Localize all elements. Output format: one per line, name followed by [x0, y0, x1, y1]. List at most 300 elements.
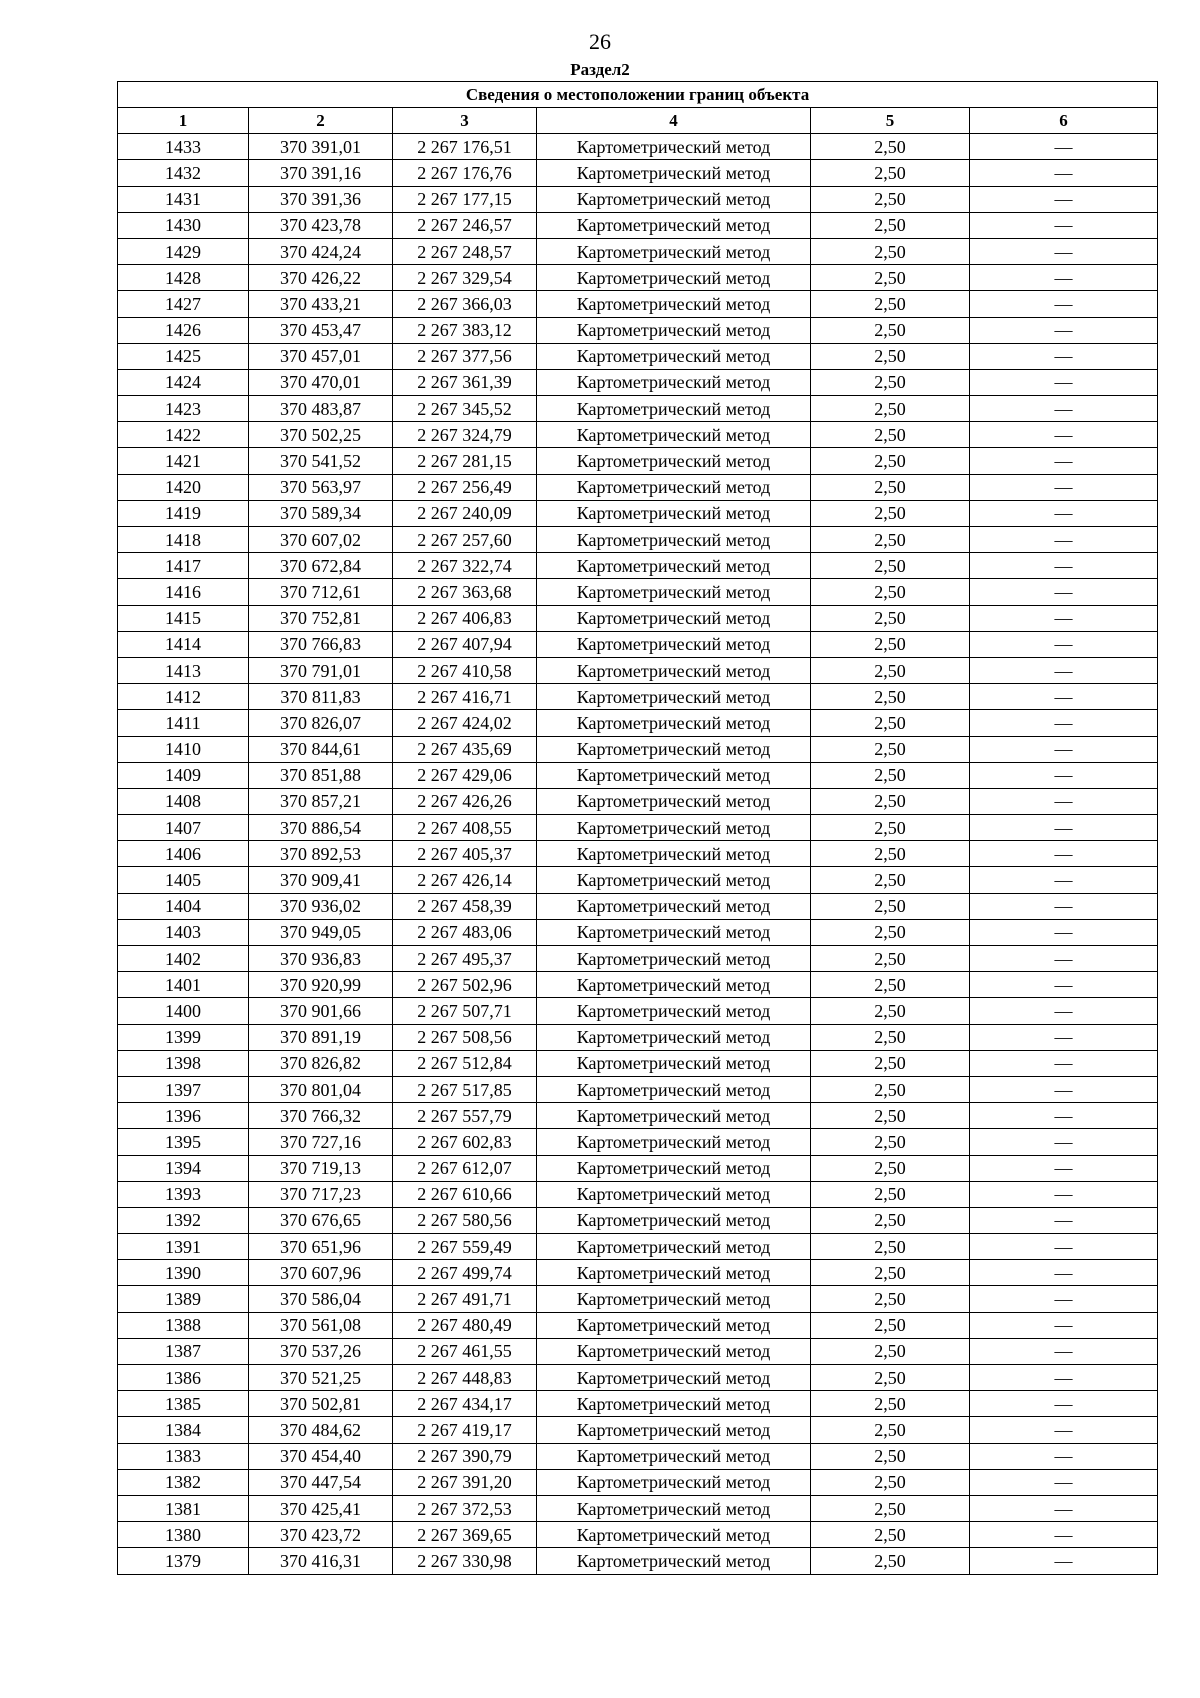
- table-row: [118, 134, 1158, 160]
- point-number-cell: 1403: [118, 919, 249, 945]
- y-coordinate-cell: 2 267 377,56: [393, 343, 537, 369]
- x-coordinate-cell: 370 712,61: [249, 579, 393, 605]
- x-coordinate-cell: 370 470,01: [249, 369, 393, 395]
- method-cell: Картометрический метод: [537, 893, 811, 919]
- y-coordinate-cell: 2 267 363,68: [393, 579, 537, 605]
- method-cell: Картометрический метод: [537, 1260, 811, 1286]
- method-cell: Картометрический метод: [537, 972, 811, 998]
- table-row: [118, 1129, 1158, 1155]
- description-cell: —: [970, 1365, 1158, 1391]
- table-row: [118, 396, 1158, 422]
- point-number-cell: 1387: [118, 1338, 249, 1364]
- description-cell: —: [970, 998, 1158, 1024]
- table-row: [118, 579, 1158, 605]
- point-number-cell: 1405: [118, 867, 249, 893]
- point-number-cell: 1380: [118, 1522, 249, 1548]
- description-cell: —: [970, 160, 1158, 186]
- method-cell: Картометрический метод: [537, 1076, 811, 1102]
- x-coordinate-cell: 370 766,32: [249, 1103, 393, 1129]
- description-cell: —: [970, 867, 1158, 893]
- y-coordinate-cell: 2 267 330,98: [393, 1548, 537, 1574]
- x-coordinate-cell: 370 844,61: [249, 736, 393, 762]
- x-coordinate-cell: 370 717,23: [249, 1181, 393, 1207]
- table-row: [118, 1443, 1158, 1469]
- accuracy-cell: 2,50: [811, 369, 970, 395]
- description-cell: —: [970, 343, 1158, 369]
- method-cell: Картометрический метод: [537, 1207, 811, 1233]
- table-row: [118, 919, 1158, 945]
- accuracy-cell: 2,50: [811, 893, 970, 919]
- y-coordinate-cell: 2 267 407,94: [393, 631, 537, 657]
- point-number-cell: 1398: [118, 1050, 249, 1076]
- point-number-cell: 1431: [118, 186, 249, 212]
- y-coordinate-cell: 2 267 559,49: [393, 1234, 537, 1260]
- method-cell: Картометрический метод: [537, 1365, 811, 1391]
- table-row: [118, 1076, 1158, 1102]
- point-number-cell: 1420: [118, 474, 249, 500]
- method-cell: Картометрический метод: [537, 160, 811, 186]
- method-cell: Картометрический метод: [537, 212, 811, 238]
- description-cell: —: [970, 238, 1158, 264]
- description-cell: —: [970, 815, 1158, 841]
- accuracy-cell: 2,50: [811, 1391, 970, 1417]
- y-coordinate-cell: 2 267 448,83: [393, 1365, 537, 1391]
- x-coordinate-cell: 370 424,24: [249, 238, 393, 264]
- description-cell: —: [970, 1076, 1158, 1102]
- method-cell: Картометрический метод: [537, 1234, 811, 1260]
- description-cell: —: [970, 1417, 1158, 1443]
- description-cell: —: [970, 1024, 1158, 1050]
- description-cell: —: [970, 474, 1158, 500]
- x-coordinate-cell: 370 920,99: [249, 972, 393, 998]
- x-coordinate-cell: 370 857,21: [249, 788, 393, 814]
- accuracy-cell: 2,50: [811, 1443, 970, 1469]
- description-cell: —: [970, 212, 1158, 238]
- method-cell: Картометрический метод: [537, 710, 811, 736]
- y-coordinate-cell: 2 267 345,52: [393, 396, 537, 422]
- method-cell: Картометрический метод: [537, 998, 811, 1024]
- y-coordinate-cell: 2 267 176,51: [393, 134, 537, 160]
- method-cell: Картометрический метод: [537, 1338, 811, 1364]
- method-cell: Картометрический метод: [537, 579, 811, 605]
- point-number-cell: 1412: [118, 684, 249, 710]
- accuracy-cell: 2,50: [811, 1207, 970, 1233]
- x-coordinate-cell: 370 425,41: [249, 1495, 393, 1521]
- table-row: [118, 1024, 1158, 1050]
- point-number-cell: 1427: [118, 291, 249, 317]
- x-coordinate-cell: 370 453,47: [249, 317, 393, 343]
- y-coordinate-cell: 2 267 580,56: [393, 1207, 537, 1233]
- table-body: [118, 134, 1158, 1574]
- y-coordinate-cell: 2 267 361,39: [393, 369, 537, 395]
- y-coordinate-cell: 2 267 390,79: [393, 1443, 537, 1469]
- x-coordinate-cell: 370 537,26: [249, 1338, 393, 1364]
- y-coordinate-cell: 2 267 461,55: [393, 1338, 537, 1364]
- description-cell: —: [970, 579, 1158, 605]
- accuracy-cell: 2,50: [811, 422, 970, 448]
- method-cell: Картометрический метод: [537, 134, 811, 160]
- accuracy-cell: 2,50: [811, 1286, 970, 1312]
- point-number-cell: 1404: [118, 893, 249, 919]
- y-coordinate-cell: 2 267 610,66: [393, 1181, 537, 1207]
- x-coordinate-cell: 370 586,04: [249, 1286, 393, 1312]
- point-number-cell: 1417: [118, 553, 249, 579]
- y-coordinate-cell: 2 267 329,54: [393, 265, 537, 291]
- y-coordinate-cell: 2 267 256,49: [393, 474, 537, 500]
- point-number-cell: 1389: [118, 1286, 249, 1312]
- accuracy-cell: 2,50: [811, 1495, 970, 1521]
- description-cell: —: [970, 1469, 1158, 1495]
- y-coordinate-cell: 2 267 517,85: [393, 1076, 537, 1102]
- table-row: [118, 1495, 1158, 1521]
- accuracy-cell: 2,50: [811, 265, 970, 291]
- column-number: 4: [537, 108, 811, 134]
- x-coordinate-cell: 370 766,83: [249, 631, 393, 657]
- method-cell: Картометрический метод: [537, 1050, 811, 1076]
- method-cell: Картометрический метод: [537, 788, 811, 814]
- accuracy-cell: 2,50: [811, 1469, 970, 1495]
- table-row: [118, 1338, 1158, 1364]
- y-coordinate-cell: 2 267 424,02: [393, 710, 537, 736]
- x-coordinate-cell: 370 727,16: [249, 1129, 393, 1155]
- point-number-cell: 1419: [118, 500, 249, 526]
- column-number: 2: [249, 108, 393, 134]
- table-row: [118, 1522, 1158, 1548]
- x-coordinate-cell: 370 651,96: [249, 1234, 393, 1260]
- x-coordinate-cell: 370 484,62: [249, 1417, 393, 1443]
- description-cell: —: [970, 1234, 1158, 1260]
- point-number-cell: 1424: [118, 369, 249, 395]
- accuracy-cell: 2,50: [811, 1129, 970, 1155]
- method-cell: Картометрический метод: [537, 422, 811, 448]
- y-coordinate-cell: 2 267 416,71: [393, 684, 537, 710]
- description-cell: —: [970, 448, 1158, 474]
- point-number-cell: 1422: [118, 422, 249, 448]
- y-coordinate-cell: 2 267 458,39: [393, 893, 537, 919]
- description-cell: —: [970, 1181, 1158, 1207]
- description-cell: —: [970, 1129, 1158, 1155]
- description-cell: —: [970, 1260, 1158, 1286]
- x-coordinate-cell: 370 936,02: [249, 893, 393, 919]
- description-cell: —: [970, 1286, 1158, 1312]
- description-cell: —: [970, 1207, 1158, 1233]
- point-number-cell: 1388: [118, 1312, 249, 1338]
- method-cell: Картометрический метод: [537, 396, 811, 422]
- x-coordinate-cell: 370 676,65: [249, 1207, 393, 1233]
- accuracy-cell: 2,50: [811, 134, 970, 160]
- accuracy-cell: 2,50: [811, 291, 970, 317]
- y-coordinate-cell: 2 267 434,17: [393, 1391, 537, 1417]
- x-coordinate-cell: 370 423,78: [249, 212, 393, 238]
- description-cell: —: [970, 186, 1158, 212]
- accuracy-cell: 2,50: [811, 1338, 970, 1364]
- accuracy-cell: 2,50: [811, 1522, 970, 1548]
- y-coordinate-cell: 2 267 406,83: [393, 605, 537, 631]
- table-row: [118, 500, 1158, 526]
- point-number-cell: 1393: [118, 1181, 249, 1207]
- x-coordinate-cell: 370 607,02: [249, 527, 393, 553]
- column-number-row: [118, 108, 1158, 134]
- point-number-cell: 1402: [118, 946, 249, 972]
- description-cell: —: [970, 841, 1158, 867]
- point-number-cell: 1394: [118, 1155, 249, 1181]
- accuracy-cell: 2,50: [811, 946, 970, 972]
- y-coordinate-cell: 2 267 369,65: [393, 1522, 537, 1548]
- description-cell: —: [970, 396, 1158, 422]
- table-row: [118, 317, 1158, 343]
- point-number-cell: 1425: [118, 343, 249, 369]
- y-coordinate-cell: 2 267 248,57: [393, 238, 537, 264]
- method-cell: Картометрический метод: [537, 815, 811, 841]
- column-number: 5: [811, 108, 970, 134]
- point-number-cell: 1428: [118, 265, 249, 291]
- y-coordinate-cell: 2 267 557,79: [393, 1103, 537, 1129]
- accuracy-cell: 2,50: [811, 972, 970, 998]
- point-number-cell: 1399: [118, 1024, 249, 1050]
- table-caption: Сведения о местоположении границ объекта: [118, 82, 1158, 108]
- y-coordinate-cell: 2 267 324,79: [393, 422, 537, 448]
- table-row: [118, 788, 1158, 814]
- x-coordinate-cell: 370 672,84: [249, 553, 393, 579]
- accuracy-cell: 2,50: [811, 1417, 970, 1443]
- method-cell: Картометрический метод: [537, 736, 811, 762]
- table-row: [118, 474, 1158, 500]
- accuracy-cell: 2,50: [811, 657, 970, 683]
- table-row: [118, 369, 1158, 395]
- x-coordinate-cell: 370 561,08: [249, 1312, 393, 1338]
- method-cell: Картометрический метод: [537, 1155, 811, 1181]
- x-coordinate-cell: 370 541,52: [249, 448, 393, 474]
- point-number-cell: 1400: [118, 998, 249, 1024]
- accuracy-cell: 2,50: [811, 1365, 970, 1391]
- point-number-cell: 1396: [118, 1103, 249, 1129]
- y-coordinate-cell: 2 267 177,15: [393, 186, 537, 212]
- table-row: [118, 815, 1158, 841]
- x-coordinate-cell: 370 391,36: [249, 186, 393, 212]
- accuracy-cell: 2,50: [811, 527, 970, 553]
- point-number-cell: 1397: [118, 1076, 249, 1102]
- method-cell: Картометрический метод: [537, 343, 811, 369]
- point-number-cell: 1433: [118, 134, 249, 160]
- table-row: [118, 893, 1158, 919]
- x-coordinate-cell: 370 901,66: [249, 998, 393, 1024]
- y-coordinate-cell: 2 267 502,96: [393, 972, 537, 998]
- point-number-cell: 1385: [118, 1391, 249, 1417]
- method-cell: Картометрический метод: [537, 867, 811, 893]
- description-cell: —: [970, 631, 1158, 657]
- section-title: Раздел2: [570, 60, 630, 79]
- point-number-cell: 1407: [118, 815, 249, 841]
- table-row: [118, 212, 1158, 238]
- x-coordinate-cell: 370 811,83: [249, 684, 393, 710]
- description-cell: —: [970, 893, 1158, 919]
- accuracy-cell: 2,50: [811, 1181, 970, 1207]
- accuracy-cell: 2,50: [811, 788, 970, 814]
- y-coordinate-cell: 2 267 491,71: [393, 1286, 537, 1312]
- point-number-cell: 1395: [118, 1129, 249, 1155]
- description-cell: —: [970, 422, 1158, 448]
- y-coordinate-cell: 2 267 408,55: [393, 815, 537, 841]
- y-coordinate-cell: 2 267 495,37: [393, 946, 537, 972]
- accuracy-cell: 2,50: [811, 396, 970, 422]
- x-coordinate-cell: 370 891,19: [249, 1024, 393, 1050]
- x-coordinate-cell: 370 607,96: [249, 1260, 393, 1286]
- point-number-cell: 1391: [118, 1234, 249, 1260]
- column-number: 1: [118, 108, 249, 134]
- description-cell: —: [970, 1312, 1158, 1338]
- accuracy-cell: 2,50: [811, 212, 970, 238]
- accuracy-cell: 2,50: [811, 343, 970, 369]
- table-row: [118, 1050, 1158, 1076]
- point-number-cell: 1379: [118, 1548, 249, 1574]
- point-number-cell: 1392: [118, 1207, 249, 1233]
- description-cell: —: [970, 1050, 1158, 1076]
- y-coordinate-cell: 2 267 426,14: [393, 867, 537, 893]
- y-coordinate-cell: 2 267 512,84: [393, 1050, 537, 1076]
- point-number-cell: 1418: [118, 527, 249, 553]
- point-number-cell: 1426: [118, 317, 249, 343]
- method-cell: Картометрический метод: [537, 500, 811, 526]
- method-cell: Картометрический метод: [537, 1103, 811, 1129]
- method-cell: Картометрический метод: [537, 631, 811, 657]
- table-row: [118, 684, 1158, 710]
- table-row: [118, 867, 1158, 893]
- method-cell: Картометрический метод: [537, 474, 811, 500]
- accuracy-cell: 2,50: [811, 238, 970, 264]
- x-coordinate-cell: 370 936,83: [249, 946, 393, 972]
- table-row: [118, 1155, 1158, 1181]
- x-coordinate-cell: 370 752,81: [249, 605, 393, 631]
- y-coordinate-cell: 2 267 322,74: [393, 553, 537, 579]
- description-cell: —: [970, 919, 1158, 945]
- description-cell: —: [970, 1155, 1158, 1181]
- table-row: [118, 736, 1158, 762]
- x-coordinate-cell: 370 447,54: [249, 1469, 393, 1495]
- boundary-coordinates-table: [117, 81, 1158, 1575]
- accuracy-cell: 2,50: [811, 736, 970, 762]
- y-coordinate-cell: 2 267 246,57: [393, 212, 537, 238]
- y-coordinate-cell: 2 267 281,15: [393, 448, 537, 474]
- accuracy-cell: 2,50: [811, 998, 970, 1024]
- page-number: 26: [589, 29, 611, 54]
- y-coordinate-cell: 2 267 176,76: [393, 160, 537, 186]
- x-coordinate-cell: 370 563,97: [249, 474, 393, 500]
- table-row: [118, 1417, 1158, 1443]
- point-number-cell: 1408: [118, 788, 249, 814]
- table-row: [118, 1365, 1158, 1391]
- point-number-cell: 1410: [118, 736, 249, 762]
- point-number-cell: 1406: [118, 841, 249, 867]
- accuracy-cell: 2,50: [811, 1312, 970, 1338]
- y-coordinate-cell: 2 267 612,07: [393, 1155, 537, 1181]
- y-coordinate-cell: 2 267 508,56: [393, 1024, 537, 1050]
- table-row: [118, 710, 1158, 736]
- description-cell: —: [970, 500, 1158, 526]
- accuracy-cell: 2,50: [811, 684, 970, 710]
- table-row: [118, 448, 1158, 474]
- x-coordinate-cell: 370 483,87: [249, 396, 393, 422]
- accuracy-cell: 2,50: [811, 186, 970, 212]
- y-coordinate-cell: 2 267 429,06: [393, 762, 537, 788]
- method-cell: Картометрический метод: [537, 553, 811, 579]
- method-cell: Картометрический метод: [537, 1495, 811, 1521]
- y-coordinate-cell: 2 267 499,74: [393, 1260, 537, 1286]
- y-coordinate-cell: 2 267 426,26: [393, 788, 537, 814]
- y-coordinate-cell: 2 267 405,37: [393, 841, 537, 867]
- point-number-cell: 1415: [118, 605, 249, 631]
- method-cell: Картометрический метод: [537, 527, 811, 553]
- accuracy-cell: 2,50: [811, 1548, 970, 1574]
- x-coordinate-cell: 370 457,01: [249, 343, 393, 369]
- table-row: [118, 1312, 1158, 1338]
- method-cell: Картометрический метод: [537, 1522, 811, 1548]
- method-cell: Картометрический метод: [537, 657, 811, 683]
- accuracy-cell: 2,50: [811, 867, 970, 893]
- accuracy-cell: 2,50: [811, 500, 970, 526]
- x-coordinate-cell: 370 949,05: [249, 919, 393, 945]
- accuracy-cell: 2,50: [811, 1234, 970, 1260]
- column-number: 6: [970, 108, 1158, 134]
- x-coordinate-cell: 370 423,72: [249, 1522, 393, 1548]
- accuracy-cell: 2,50: [811, 1155, 970, 1181]
- description-cell: —: [970, 369, 1158, 395]
- x-coordinate-cell: 370 791,01: [249, 657, 393, 683]
- description-cell: —: [970, 972, 1158, 998]
- description-cell: —: [970, 553, 1158, 579]
- y-coordinate-cell: 2 267 240,09: [393, 500, 537, 526]
- accuracy-cell: 2,50: [811, 605, 970, 631]
- method-cell: Картометрический метод: [537, 605, 811, 631]
- table-row: [118, 291, 1158, 317]
- x-coordinate-cell: 370 391,16: [249, 160, 393, 186]
- description-cell: —: [970, 1548, 1158, 1574]
- description-cell: —: [970, 946, 1158, 972]
- accuracy-cell: 2,50: [811, 1024, 970, 1050]
- column-number: 3: [393, 108, 537, 134]
- point-number-cell: 1382: [118, 1469, 249, 1495]
- point-number-cell: 1414: [118, 631, 249, 657]
- point-number-cell: 1383: [118, 1443, 249, 1469]
- method-cell: Картометрический метод: [537, 1391, 811, 1417]
- point-number-cell: 1423: [118, 396, 249, 422]
- method-cell: Картометрический метод: [537, 1129, 811, 1155]
- table-row: [118, 841, 1158, 867]
- point-number-cell: 1411: [118, 710, 249, 736]
- method-cell: Картометрический метод: [537, 1181, 811, 1207]
- description-cell: —: [970, 1391, 1158, 1417]
- accuracy-cell: 2,50: [811, 815, 970, 841]
- point-number-cell: 1401: [118, 972, 249, 998]
- table-row: [118, 238, 1158, 264]
- description-cell: —: [970, 291, 1158, 317]
- y-coordinate-cell: 2 267 480,49: [393, 1312, 537, 1338]
- description-cell: —: [970, 762, 1158, 788]
- table-row: [118, 1260, 1158, 1286]
- point-number-cell: 1416: [118, 579, 249, 605]
- description-cell: —: [970, 788, 1158, 814]
- method-cell: Картометрический метод: [537, 1548, 811, 1574]
- x-coordinate-cell: 370 909,41: [249, 867, 393, 893]
- point-number-cell: 1429: [118, 238, 249, 264]
- table-row: [118, 605, 1158, 631]
- table-row: [118, 343, 1158, 369]
- y-coordinate-cell: 2 267 257,60: [393, 527, 537, 553]
- x-coordinate-cell: 370 426,22: [249, 265, 393, 291]
- description-cell: —: [970, 527, 1158, 553]
- x-coordinate-cell: 370 502,81: [249, 1391, 393, 1417]
- method-cell: Картометрический метод: [537, 238, 811, 264]
- x-coordinate-cell: 370 416,31: [249, 1548, 393, 1574]
